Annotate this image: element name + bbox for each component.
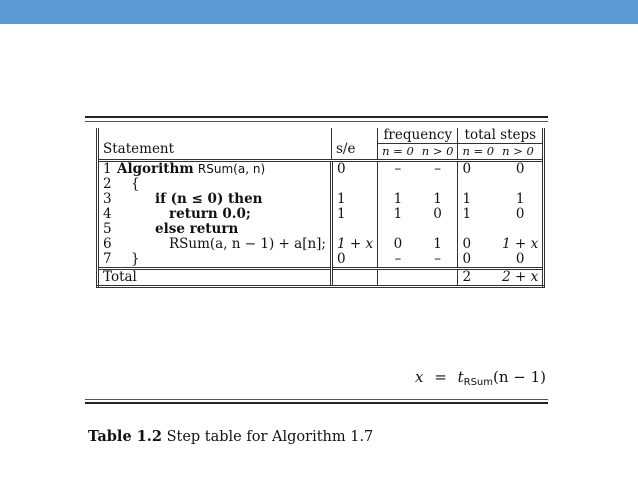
table-row: 5 else return bbox=[98, 222, 544, 237]
col-se-header: s/e bbox=[331, 128, 377, 161]
col-total-steps-header: total steps bbox=[458, 128, 544, 144]
table-row: 3 if (n ≤ 0) then 1 1 1 1 1 bbox=[98, 192, 544, 207]
total-row: Total 2 2 + x bbox=[98, 269, 544, 287]
col-statement-header: Statement bbox=[98, 128, 332, 161]
freq-ngt0-header: n > 0 bbox=[421, 144, 454, 158]
table-caption: Table 1.2 Step table for Algorithm 1.7 bbox=[88, 428, 374, 445]
header-row-1 bbox=[98, 128, 544, 144]
header-bar bbox=[0, 0, 638, 24]
table-row: 1 Algorithm RSum(a, n) 0 – – 0 0 bbox=[98, 161, 544, 178]
top-rule-thin bbox=[85, 121, 548, 122]
table-row: 6 RSum(a, n − 1) + a[n]; 1 + x 0 1 0 1 + x bbox=[98, 237, 544, 252]
freq-n0-header: n = 0 bbox=[378, 144, 418, 161]
table-row: 4 return 0.0; 1 1 0 1 0 bbox=[98, 207, 544, 222]
top-rule bbox=[85, 116, 548, 118]
formula: $x = t_{RSum}(n - 1)$ bbox=[415, 368, 547, 388]
bottom-rule bbox=[85, 402, 548, 404]
step-table bbox=[96, 128, 545, 288]
tot-ngt0-header: n > 0 bbox=[498, 144, 544, 161]
tot-n0-header: n = 0 bbox=[458, 144, 498, 161]
table-row: 7 } 0 – – 0 0 bbox=[98, 252, 544, 269]
table-row: 2 { bbox=[98, 177, 544, 192]
col-frequency-header: frequency bbox=[378, 128, 458, 144]
bottom-rule-thin bbox=[85, 399, 548, 400]
